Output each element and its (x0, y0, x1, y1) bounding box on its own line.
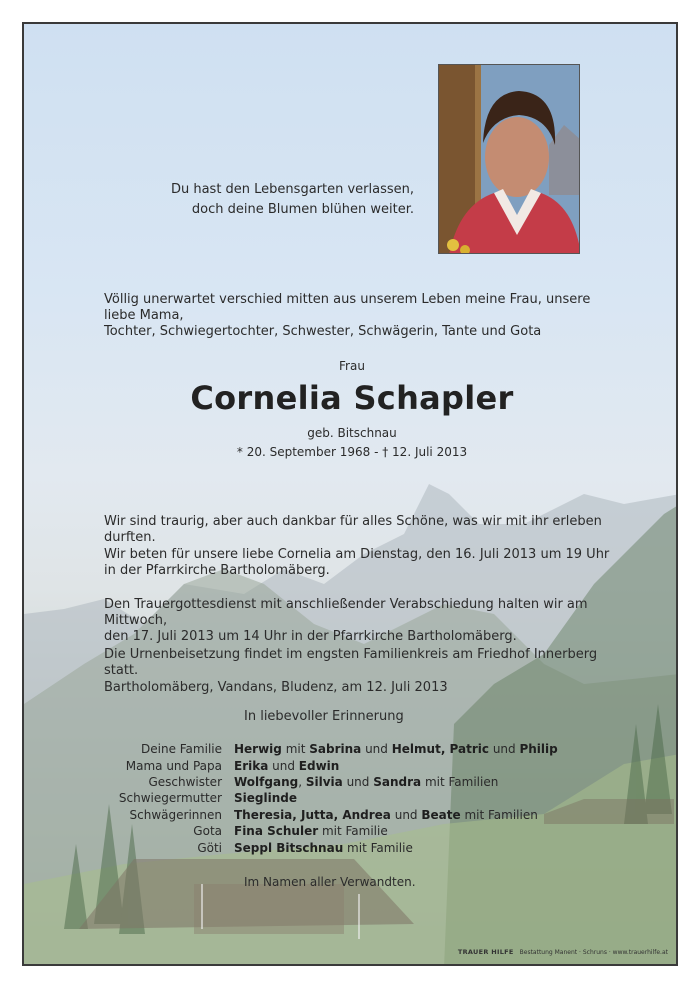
funeral-home-footer (458, 948, 668, 956)
family-names: Fina Schuler mit Familie (234, 824, 388, 839)
gratitude-text: Wir sind traurig, aber auch dankbar für alles Schöne, was wir mit ihr erleben durften. (104, 514, 602, 545)
prayer-line-1: Wir beten für unsere liebe Cornelia am Dienstag, den 16. Juli 2013 um 19 Uhr (104, 547, 610, 562)
deceased-name: Cornelia Schapler (190, 379, 514, 417)
gratitude-paragraph (104, 514, 624, 546)
family-relation: Göti (197, 840, 222, 855)
salutation: Frau (339, 359, 365, 373)
urn-burial-paragraph (104, 647, 624, 679)
family-names: Wolfgang, Silvia und Sandra mit Familien (234, 774, 499, 789)
prayer-line-2: in der Pfarrkirche Bartholomäberg. (104, 563, 330, 578)
family-row (104, 807, 624, 823)
urn-burial-text: Die Urnenbeisetzung findet im engsten Familienkreis am Friedhof Innerberg statt. (104, 647, 598, 678)
announcement-line-1: Völlig unerwartet verschied mitten aus unserem Leben meine Frau, unsere liebe Mama, (104, 292, 591, 323)
footer-brand: TRAUER HILFE (457, 948, 514, 956)
family-relation: Mama und Papa (125, 758, 222, 773)
place-and-date (104, 680, 624, 696)
death-announcement (104, 292, 624, 340)
family-relation: Schwiegermutter (118, 791, 222, 806)
announcement-line-2: Tochter, Schwiegertochter, Schwester, Schwägerin, Tante und Gota (104, 324, 542, 339)
family-relation: Geschwister (148, 774, 222, 789)
family-relation: Gota (193, 824, 222, 839)
family-names: Erika und Edwin (234, 758, 340, 773)
life-dates: * 20. September 1968 - † 12. Juli 2013 (236, 445, 468, 459)
family-names: Sieglinde (234, 791, 297, 806)
family-list (104, 741, 624, 856)
service-line-2: den 17. Juli 2013 um 14 Uhr in der Pfarrkirche Bartholomäberg. (104, 629, 517, 644)
family-row (104, 839, 624, 855)
family-row (104, 790, 624, 806)
memory-heading: In liebevoller Erinnerung (244, 709, 404, 724)
family-row (104, 757, 624, 773)
quote-line-2: doch deine Blumen blühen weiter. (191, 202, 414, 217)
birth-name: geb. Bitschnau (307, 426, 397, 440)
family-names: Seppl Bitschnau mit Familie (234, 840, 413, 855)
closing-line: Im Namen aller Verwandten. (244, 875, 416, 889)
family-relation: Schwägerinnen (129, 807, 222, 822)
place-date-text: Bartholomäberg, Vandans, Bludenz, am 12. Juli 2013 (104, 680, 448, 695)
memorial-quote (114, 180, 414, 220)
family-row (104, 823, 624, 839)
obituary-sheet (22, 22, 678, 966)
family-row (104, 741, 624, 757)
prayer-paragraph (104, 547, 624, 579)
alpine-hut-wall (194, 884, 344, 934)
family-names: Herwig mit Sabrina und Helmut, Patric und Philip (234, 742, 558, 757)
funeral-service-paragraph (104, 597, 624, 645)
portrait-photo (438, 64, 580, 254)
quote-line-1: Du hast den Lebensgarten verlassen, (170, 182, 414, 197)
service-line-1: Den Trauergottesdienst mit anschließender Verabschiedung halten wir am Mittwoch, (104, 597, 588, 628)
family-relation: Deine Familie (141, 742, 222, 757)
footer-info: Bestattung Manent · Schruns · www.trauerhilfe.at (519, 948, 668, 956)
family-names: Theresia, Jutta, Andrea und Beate mit Familien (234, 807, 538, 822)
family-row (104, 774, 624, 790)
